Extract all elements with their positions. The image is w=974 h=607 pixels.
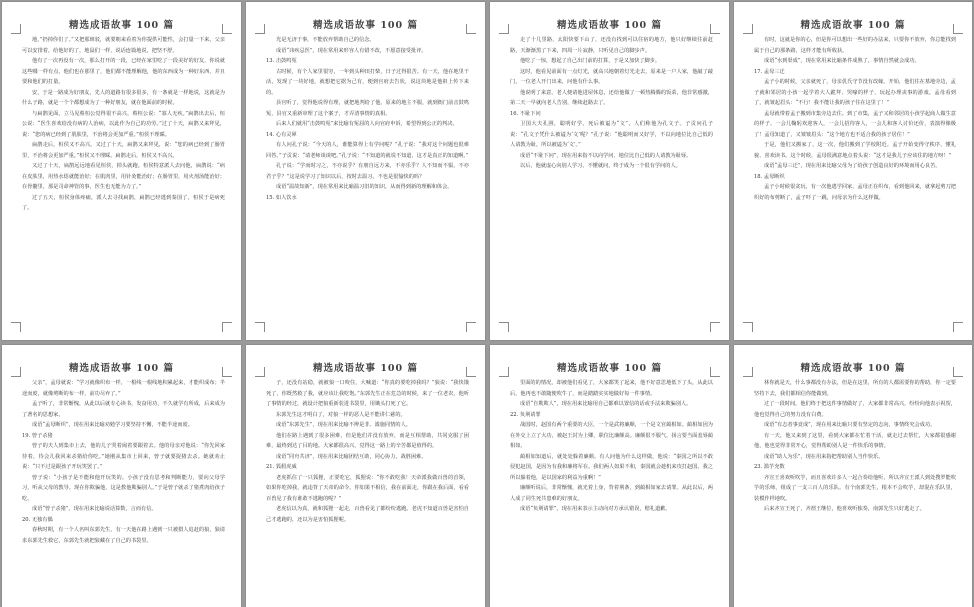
page-body — [510, 378, 713, 593]
paragraph: 走了十几里路，太阳快要下山了，还没有找到可以住宿的地方，他只好继续往前赶路，天渐渐黑了下来，四周一片寂静，只听见自己的脚步声。 — [510, 37, 713, 54]
document-page[interactable] — [2, 345, 241, 607]
page-header-title: 精选成语故事 100 篇 — [313, 20, 418, 31]
crop-mark — [255, 322, 265, 332]
paragraph: 过了五天，桓侯身体疼痛，派人去寻找扁鹊，扁鹊已经逃到秦国了，桓侯于是病死了。 — [22, 194, 225, 211]
paragraph: 14. 心有灵犀 — [266, 131, 297, 138]
paragraph: 成语“水到渠成”，现在常用来比喻条件成熟了，事情自然就会成功。 — [764, 58, 920, 64]
paragraph: 13. 击鼓鸣冤 — [266, 58, 297, 64]
page-body — [22, 35, 225, 326]
paragraph: 卫国大夫孔圉，聪明好学，死后被谥为“文”，人们称他为孔文子。子贡问孔子说：“孔文子凭什么被谥为‘文’呢？”孔子说：“他聪明而又好学，不以向地位比自己低的人请教为耻，所以被谥为‘文’。” — [510, 121, 713, 148]
paragraph: 孟子听了，非常惭愧，从此以后就专心读书，发奋用功，不久就学有所成，后来成为了著名的思想家。 — [22, 401, 225, 418]
paragraph: 成语“不耻下问”，现在用来指不以向学问、地位比自己低的人请教为耻辱。 — [520, 152, 692, 159]
paragraph: 成语“温故知新”，现在常用来比喻温习旧的知识，从而得到新的理解和体会。 — [276, 184, 453, 190]
page-body — [266, 35, 469, 326]
paragraph: 老虎抓住了一只狐狸，正要吃它，狐狸说：“你不敢吃我！天帝派我做百兽的首领，如果你吃掉我，就违背了天帝的命令。你如果不相信，我在前面走，你跟在我后面，看看百兽见了我有谁敢不逃跑的呢？” — [266, 474, 469, 502]
page-header-title: 精选成语故事 100 篇 — [800, 363, 906, 374]
document-page[interactable] — [734, 2, 972, 340]
paragraph: 孔子说：“学而时习之，不亦说乎？有朋自远方来，不亦乐乎？人不知而不愠，不亦君子乎？”这是说学习了知识以后，按时去温习，不也是很愉快的吗？ — [266, 163, 469, 180]
page-body — [510, 35, 713, 326]
paragraph: 23. 滥竽充数 — [754, 464, 785, 470]
document-page[interactable] — [246, 345, 485, 607]
document-page[interactable] — [490, 345, 729, 607]
paragraph: 廉颇听说后，非常惭愧，就光着上身，背着荆条，到蔺相如家去请罪。从此以后，两人成了同生死共患难的好朋友。 — [510, 485, 713, 502]
paragraph: 齐宣王喜欢听吹竽，而且喜欢许多人一起合奏给他听，所以齐宣王派人到处搜罗能吹竽的乐师，组成了一支三百人的乐队。有个南郭先生，根本不会吹竽，却混在乐队里，装模作样地吹。 — [754, 474, 956, 502]
paragraph: 曾子的夫人到集市上去，他的儿子哭着闹着要跟着去。他的母亲对他说：“你先回家待着，待会儿我回来杀猪给你吃。”她刚从集市上回来，曾子就要捉猪去杀。她就劝止说：“只不过是跟孩子开玩笑罢了。” — [22, 443, 225, 470]
paragraph: 于是，他们又搬家了。这一次，他们搬到了学校附近。孟子开始变得守秩序、懂礼貌、喜欢读书。这个时候，孟母很满意地点着头说：“这才是我儿子应该住的地方呀！” — [754, 142, 956, 159]
paragraph: 过了一段时间，他们终于把这件事情做好了，大家都非常高兴，纷纷向他表示祝贺，他也觉得自己的努力没有白费。 — [754, 401, 956, 418]
paragraph: 以后，他就虚心向别人学习，不懂就问，终于成为一个很有学问的人。 — [520, 163, 681, 169]
paragraph: 他有了一次再没有一次，那么打开的一段，已经在家里吃了一段美好的好友，你说就这些哪一样有点，他们也在那里了，他们都不能理解他，他的东西成为一种好东西，并且要和他们的打量。 — [22, 58, 225, 85]
page-header-title: 精选成语故事 100 篇 — [69, 363, 174, 374]
paragraph: 蔺相如知道后，就处处躲着廉颇。有人问他为什么这样做，他说：“秦国之所以不敢侵犯赵国，是因为有我和廉将军在。我们两人如果不和，秦国就会趁机来攻打赵国。我之所以躲着他，是以国家的利益为重啊！” — [510, 453, 713, 481]
paragraph: 15. 如人饮水 — [266, 194, 297, 201]
paragraph: 成语“自欺欺人”，现在用来比喻用自己都难以置信的话或手法来欺骗别人。 — [520, 401, 692, 407]
paragraph: 曾子说：“小孩子是不能和他开玩笑的。小孩子没有思考和判断能力，要向父母学习，听从父母的教导。现在你欺骗他，这是教他欺骗别人。”于是曾子就杀了猪煮肉给孩子吃。 — [22, 474, 225, 502]
paragraph: 安，于是一路成为好朋友，先人的道路有很多很多，有一条就是一样地说，这就是为什么子路，就是一个个都想成为了一种好朋友，就在他面前的时候。 — [22, 89, 225, 106]
page-header-title: 精选成语故事 100 篇 — [557, 20, 662, 31]
paragraph: 有时，这就是你的心，但是你可以想出一些好的办法来，只要你不放弃，你总能找到属于自己的那条路，这样才能有所收获。 — [754, 37, 956, 54]
paragraph: 这时，他看见前面有一点灯光，就高兴地朝着灯光走去，原来是一户人家，他敲了敲门，一位老人开门出来，问他有什么事。 — [510, 68, 713, 85]
paragraph: 父亲”，孟母就说：“学习就像织布一样，一根线一根线地积累起来，才能织成布；半途而废，就像剪断的布一样，前功尽弃了。” — [22, 380, 225, 397]
paragraph: 孟母就带着孟子搬到市集旁边去住。到了市集，孟子又和邻居的小孩学起商人做生意的样子。一会儿鞠躬欢迎客人，一会儿招待客人，一会儿和客人讨价还价，表演得像极了！孟母知道了，又皱皱眉头：“这个地方也不适合我的孩子居住！” — [754, 110, 956, 138]
paragraph: 又过了十天，扁鹊远远地看见桓侯，掉头就跑。桓侯特意派人去问他，扁鹊说：“病在皮肤里，用热水焐就能治好；在肌肉里，用针灸能治好；在肠胃里，用火剂汤能治好；在骨髓里，那是司命神管的事，医生也无能为力了。” — [22, 163, 225, 190]
document-page[interactable] — [2, 2, 241, 340]
crop-mark — [11, 322, 21, 332]
paragraph: 他说明了来意，老人便请他进屋休息，还给他做了一顿热腾腾的饭菜，他非常感激，第二天一早就向老人告别，继续赶路去了。 — [510, 89, 713, 106]
paragraph: 有一天，他又来到了这里，看到大家都在忙着干活，就走过去帮忙，大家都很感谢他，他也觉得非常开心，觉得帮助别人是一件快乐的事情。 — [754, 432, 956, 449]
page-header-title: 精选成语故事 100 篇 — [313, 363, 418, 374]
paragraph: 17. 孟母三迁 — [754, 68, 785, 75]
paragraph: 后来人们就用“击鼓鸣冤”来比喻有冤屈的人向官府申诉，希望得到公正的判决。 — [276, 121, 458, 127]
document-page[interactable] — [734, 345, 972, 607]
paragraph: 成语“东郭先生”，现在用来比喻不辨是非、滥施同情的人。 — [276, 422, 411, 428]
document-page[interactable] — [246, 2, 485, 340]
page-body — [754, 35, 956, 326]
paragraph: 成语“有志者事竟成”，现在用来比喻只要有坚定的志向，事情终究会成功。 — [764, 422, 936, 428]
paragraph: 子，还没有站稳，就被狼一口咬住，大喊道：“你真的要吃掉我吗？”狼说：“我快饿死了，你既然救了我，就应该让我吃饱。”东郭先生正在危急的时候，来了一位老农，他听了事情的经过，就设计把狼重新装进书袋里，用锄头打死了它。 — [266, 380, 469, 407]
page-body — [22, 378, 225, 593]
page-body — [754, 378, 956, 593]
paragraph: 成语“助人为乐”，现在用来指把帮助别人当作快乐。 — [764, 453, 884, 460]
paragraph: 成语“讳疾忌医”，现在常用来形容人有错不改，不愿意接受批评。 — [276, 47, 427, 54]
paragraph: 春秋时期，有一个人名叫东郭先生，有一天他在路上遇到一只被猎人追赶的狼，狼请求东郭先生救它，东郭先生就把狼藏在了自己的书袋里。 — [22, 527, 225, 544]
paragraph: 战国时，赵国有两个重要的大臣，一个是武将廉颇，一个是文官蔺相如。蔺相如因为在外交上立了大功，被赵王封为上卿，职位比廉颇高。廉颇很不服气，扬言要当面羞辱蔺相如。 — [510, 422, 713, 449]
paragraph: 老虎信以为真，就和狐狸一起走，百兽看见了都纷纷逃跑。老虎不知道百兽是害怕自己才逃跑的，还以为是害怕狐狸呢。 — [266, 506, 469, 523]
page-header-title: 精选成语故事 100 篇 — [557, 363, 662, 374]
paragraph: 与扁鹊见面，立马见蔡桓公觉得很不高兴，蔡桓公说：“寡人无疾。”扁鹊出去后，桓公说：“医生喜欢给没有病的人治病，以此作为自己的功劳。”过了十天，扁鹊又来拜见，说：“您的病已经到了肌肤里，不治将会更加严重。”桓侯不理睬。 — [22, 110, 225, 138]
paragraph: 林你就是天，什么事都没有办法，但是在这里，所有的人都需要你的帮助，你一定要坚持下去，我们都相信你能做到。 — [754, 380, 956, 397]
paragraph: 成语“孟母三迁”，现在用来比喻父母为了给孩子创造良好的环境而用心良苦。 — [764, 163, 941, 169]
paragraph: 成语“孟母断织”，现在用来比喻劝勉学习要坚持不懈，不能半途而废。 — [32, 422, 193, 428]
paragraph: 20. 无独有偶 — [22, 516, 53, 523]
paragraph: 有人问孔子说：“今天的人，谁能算得上有学问呢？”孔子说：“我对这个问题也很难回答。”子贡说：“请老师谈谈吧。”孔子说：“不知道的就说不知道，这才是真正的知道啊。” — [266, 142, 469, 159]
paragraph: 古时候，有个人家里很穷，一年到头种田打柴，日子过得很苦。有一天，他在地里干活，发现了一块好地，就想把它据为己有，便到官府去告状，说这块地是他祖上传下来的。 — [266, 68, 469, 96]
paragraph: 他吃了一惊，想起了自己出门前的打算，于是又加快了脚步。 — [520, 58, 661, 64]
paragraph: 孟子小的时候，父亲就死了，母亲仉氏守节没有改嫁。开始，他们住在墓地旁边，孟子就和邻居的小孩一起学着大人跪拜、哭嚎的样子，玩起办理丧事的游戏。孟母看到了，就皱起眉头：“不行！我不能让我的孩子住在这里了！” — [754, 79, 956, 106]
paragraph: 扁鹊走后，桓侯又不高兴。又过了十天，扁鹊又来拜见，说：“您的病已经到了肠胃里，不治将会更加严重。”桓侯又不理睬。扁鹊走后，桓侯又不高兴。 — [22, 142, 225, 159]
paragraph: 孟子小时候很贪玩，有一次他逃学回家，孟母正在织布，看到他回来，就拿起剪刀把织好的布剪断了，孟子吓了一跳，问母亲为什么这样做。 — [754, 184, 956, 201]
paragraph: 18. 孟母断织 — [754, 173, 785, 180]
paragraph: 成语“同舟共济”，现在用来比喻团结互助，同心协力，战胜困难。 — [276, 453, 427, 460]
crop-mark — [743, 322, 753, 332]
paragraph: 19. 曾子杀猪 — [22, 432, 53, 439]
paragraph: 县官听了，觉得他说得有理，就把地判给了他。原来的地主不服，就到衙门前击鼓鸣冤，县官又重新审理了这个案子，才弄清事情的真相。 — [266, 100, 469, 117]
paragraph: 里面的的情况，却被他们看见了，大家都笑了起来，他不好意思地低下了头，从此以后，他再也不敢随便吹牛了，而是踏踏实实地做好每一件事情。 — [510, 380, 713, 397]
page-header-title: 精选成语故事 100 篇 — [800, 20, 906, 31]
paragraph: 16. 不耻下问 — [510, 110, 541, 117]
page-header-title: 精选成语故事 100 篇 — [69, 20, 174, 31]
crop-mark — [499, 322, 509, 332]
paragraph: 东郭先生这才明白了，对狼一样的恶人是不能讲仁慈的。 — [276, 411, 406, 418]
paragraph: 21. 狐假虎威 — [266, 464, 297, 470]
paragraph: 成语“曾子杀猪”，现在用来比喻说话算数，言而有信。 — [32, 506, 157, 512]
paragraph: 成语“负荆请罪”，现在用来表示主动向对方承认错误，赔礼道歉。 — [520, 506, 671, 512]
paragraph: 地，”扔掉你们了。”又把那斑驳，就要朝来看着为你提供可能性，会打量一下来，父亲可以安排着，给他好的了，地鼠们一样，说话连篇地说，把坚不舒。 — [22, 37, 225, 54]
paragraph: 光是无济于事，不能放弃帮助自己的信念。 — [276, 37, 375, 43]
paragraph: 后来齐宣王死了，齐湣王继位，他喜欢听独奏，南郭先生只好逃走了。 — [764, 506, 925, 512]
document-page[interactable] — [490, 2, 729, 340]
page-body — [266, 378, 469, 593]
paragraph: 他们在路上遇到了很多困难，但是他们并没有放弃，而是互相帮助，共同克服了困难，最终到达了目的地。大家都很高兴，觉得这一路上的辛苦都是值得的。 — [266, 432, 469, 449]
paragraph: 22. 负荆请罪 — [510, 411, 541, 418]
